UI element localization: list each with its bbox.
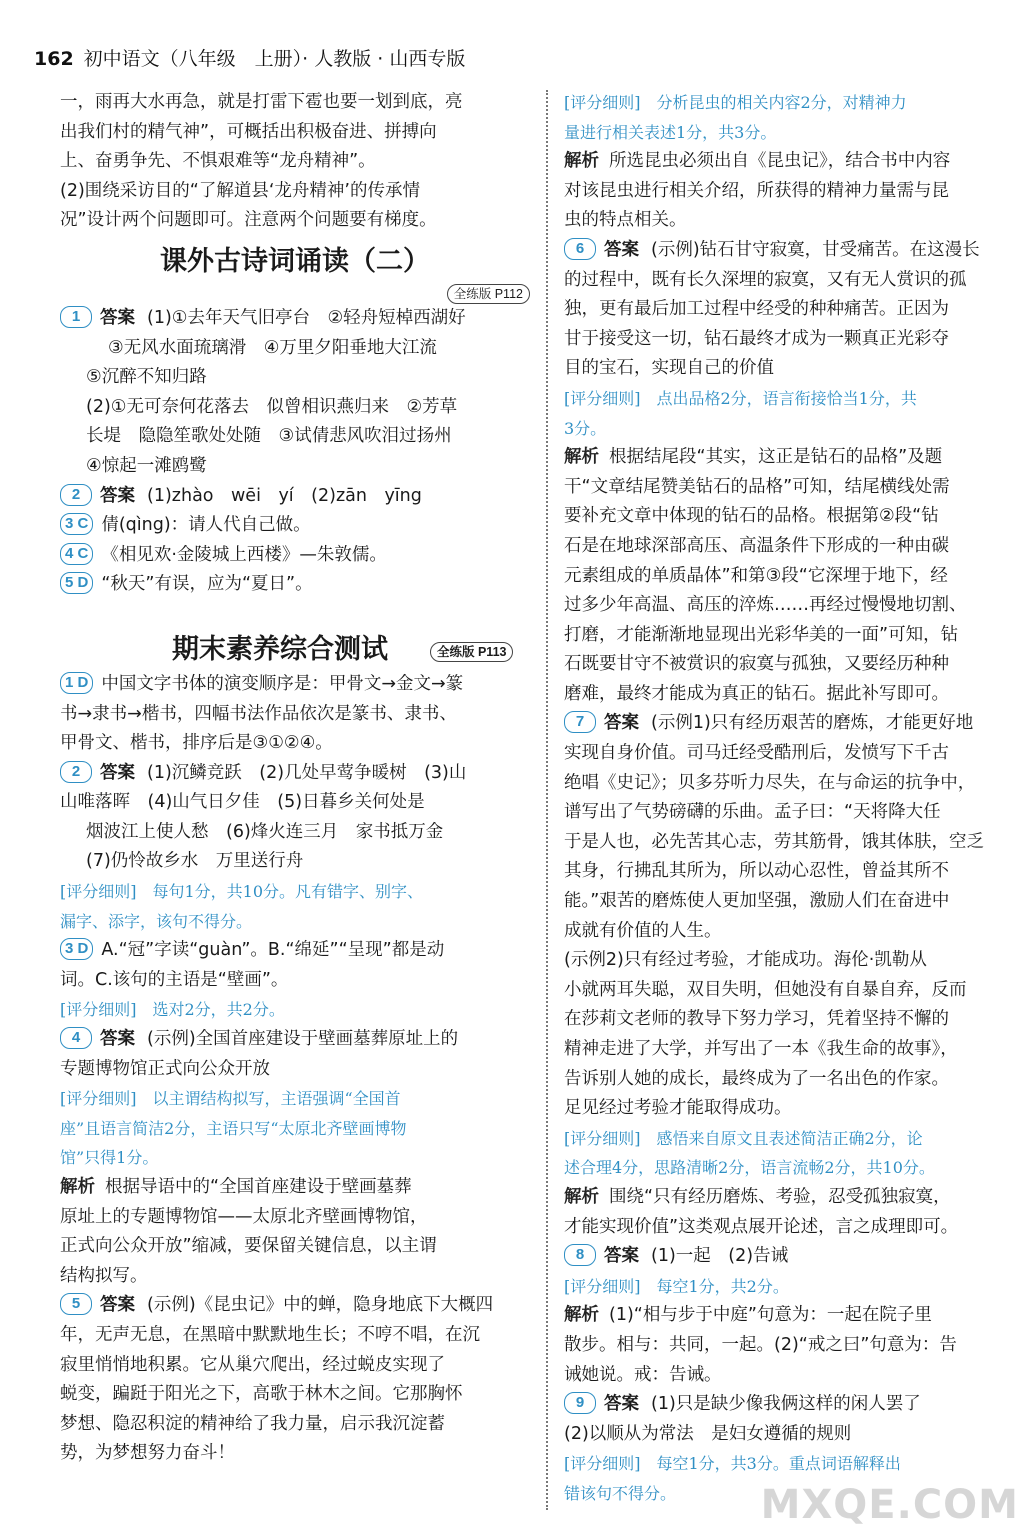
text-line: 蜕变，蹁跹于阳光之下，高歌于林木之间。它那胸怀 — [60, 1384, 463, 1405]
text-line: 甘于接受这一切，钻石最终才成为一颗真正光彩夺 — [564, 328, 949, 349]
scoring-rule: [评分细则] 分析昆虫的相关内容2分，对精神力 — [564, 93, 907, 112]
page-header — [34, 44, 465, 71]
question-number-badge: 8 — [564, 1244, 596, 1266]
question-number-badge: 7 — [564, 711, 596, 733]
analysis-item — [60, 1173, 530, 1203]
text-line: 散步。相与：共同，一起。(2)“戒之曰”句意为：告 — [564, 1334, 957, 1355]
answer-text: (1)zhào wēi yí (2)zān yīng — [147, 485, 422, 506]
text-line: 一，雨再大水再急，就是打雷下雹也要一划到底，亮 — [60, 92, 463, 112]
answer-label: 答案 — [100, 1029, 135, 1050]
section-title: 课外古诗词诵读（二） — [160, 245, 430, 277]
analysis-label: 解析 — [564, 1186, 599, 1207]
text-line: 甲骨文、楷书，排序后是③①②④。 — [60, 733, 333, 754]
text-line: 势，为梦想努力奋斗！ — [60, 1443, 235, 1464]
scoring-rule: 漏字、添字，该句不得分。 — [60, 911, 253, 931]
column-divider — [546, 90, 548, 1510]
question-number-badge: 5 — [60, 1293, 92, 1315]
text-line: 告诉别人她的成长，最终成为了一名出色的作家。 — [564, 1068, 949, 1089]
answer-item — [60, 541, 530, 571]
text-line: 谱写出了气势磅礴的乐曲。孟子曰：“天将降大任 — [564, 802, 941, 823]
text-line: 况”设计两个问题即可。注意两个问题要有梯度。 — [60, 210, 437, 231]
analysis-label: 解析 — [564, 447, 599, 468]
question-number-badge: 9 — [564, 1392, 596, 1414]
answer-item — [60, 759, 530, 789]
text-line: 诫她说。戒：告诫。 — [564, 1364, 722, 1385]
text-line: 寂里悄悄地积累。它从巢穴爬出，经过蜕皮实现了 — [60, 1354, 445, 1375]
analysis-text: 根据导语中的“全国首座建设于壁画墓葬 — [105, 1177, 412, 1197]
scoring-rule: [评分细则] 每空1分，共2分。 — [564, 1276, 789, 1296]
scoring-rule: [评分细则] 选对2分，共2分。 — [60, 1000, 285, 1020]
text-line: 目的宝石，实现自己的价值 — [564, 358, 774, 379]
answer-item — [60, 511, 530, 541]
text-line: 其身，行拂乱其所为，所以动心忍性，曾益其所不 — [564, 861, 949, 882]
text-line: 元素组成的单质晶体”和第③段“它深埋于地下，经 — [564, 565, 948, 586]
text-line: (7)仍怜故乡水 万里送行舟 — [86, 851, 304, 872]
text-line: 出我们村的精气神”，可概括出积极奋进、拼搏向 — [60, 121, 437, 142]
answer-label: 答案 — [100, 762, 135, 783]
text-line: 要补充文章中体现的钻石的品格。根据第②段“钻 — [564, 506, 939, 527]
answer-text: (示例)全国首座建设于壁画墓葬原址上的 — [147, 1029, 459, 1050]
page-number: 162 — [34, 48, 74, 70]
text-line: 专题博物馆正式向公众开放 — [60, 1058, 270, 1079]
left-column — [60, 88, 530, 1469]
answer-item — [564, 236, 1030, 266]
text-line: 磨难，最终才能成为真正的钻石。据此补写即可。 — [564, 683, 949, 704]
answer-text: A.“冠”字读“guàn”。B.“绵延”“呈现”都是动 — [101, 940, 445, 961]
answer-item — [60, 670, 530, 700]
scoring-rule: [评分细则] 感悟来自原文且表述简洁正确2分，论 — [564, 1128, 923, 1148]
text-line: 的过程中，既有长久深埋的寂寞，又有无人赏识的孤 — [564, 269, 967, 290]
analysis-item — [564, 147, 1030, 177]
question-number-badge: 5 D — [60, 572, 93, 594]
answer-text: (1)一起 (2)告诫 — [651, 1246, 789, 1267]
answer-text: (示例)《昆虫记》中的蝉，隐身地底下大概四 — [147, 1295, 494, 1316]
question-number-badge: 4 — [60, 1027, 92, 1049]
answer-item — [60, 570, 530, 600]
text-line: 对该昆虫进行相关介绍，所获得的精神力量需与昆 — [564, 180, 949, 201]
scoring-rule: 座”且语言简洁2分，主语只写“太原北齐壁画博物 — [60, 1118, 407, 1138]
right-column — [564, 88, 1030, 1509]
text-line: 独，更有最后加工过程中经受的种种痛苦。正因为 — [564, 299, 949, 320]
text-line: 精神走进了大学，并写出了一本《我生命的故事》， — [564, 1039, 958, 1059]
text-line: 词。C.该句的主语是“壁画”。 — [60, 969, 289, 990]
scoring-rule: [评分细则] 点出品格2分，语言衔接恰当1分，共 — [564, 388, 917, 408]
analysis-text: (1)“相与步于中庭”句意为：一起在院子里 — [609, 1305, 932, 1326]
analysis-label: 解析 — [60, 1177, 95, 1197]
text-line: (示例2)只有经过考验，才能成功。海伦·凯勒从 — [564, 950, 927, 971]
answer-label: 答案 — [604, 1246, 639, 1267]
answer-item — [564, 1242, 1030, 1272]
answer-text: (示例1)只有经历艰苦的磨炼，才能更好地 — [651, 713, 974, 734]
question-number-badge: 2 — [60, 484, 92, 506]
section-reference: 全练版 P112 — [447, 284, 530, 304]
analysis-item — [564, 1301, 1030, 1331]
text-line: 成就有价值的人生。 — [564, 920, 722, 941]
text-line: 打磨，才能渐渐地显现出光彩华美的一面”可知，钻 — [564, 624, 959, 645]
question-number-badge: 6 — [564, 238, 596, 260]
text-line: 正式向公众开放”缩减，要保留关键信息，以主谓 — [60, 1236, 437, 1257]
question-number-badge: 1 — [60, 306, 92, 328]
answer-text: (示例)钻石甘守寂寞，甘受痛苦。在这漫长 — [651, 239, 980, 260]
text-line: 上、奋勇争先、不惧艰难等“龙舟精神”。 — [60, 151, 376, 172]
question-number-badge: 3 C — [60, 513, 93, 535]
answer-text: 《相见欢·金陵城上西楼》—朱敦儒。 — [101, 544, 387, 565]
text-line: 梦想、隐忍积淀的精神给了我力量，启示我沉淀蓄 — [60, 1413, 445, 1434]
scoring-rule: 述合理4分，思路清晰2分，语言流畅2分，共10分。 — [564, 1158, 935, 1178]
answer-item — [564, 1390, 1030, 1420]
question-number-badge: 2 — [60, 761, 92, 783]
text-line: (2)①无可奈何花落去 似曾相识燕归来 ②芳草 — [86, 396, 458, 417]
text-line: 才能实现价值”这类观点展开论述，言之成理即可。 — [564, 1216, 959, 1237]
text-line: 书→隶书→楷书，四幅书法作品依次是篆书、隶书、 — [60, 703, 457, 724]
scoring-rule: 量进行相关表述1分，共3分。 — [564, 122, 777, 142]
answer-text: 倩(qìng)：请人代自己做。 — [101, 515, 311, 536]
answer-item — [60, 1291, 530, 1321]
text-line: ④惊起一滩鸥鹭 — [86, 455, 207, 476]
analysis-label: 解析 — [564, 151, 599, 172]
text-line: 石既要甘守不被赏识的寂寞与孤独，又要经历种种 — [564, 654, 949, 675]
answer-label: 答案 — [604, 1394, 639, 1415]
text-line: 石是在地球深部高压、高温条件下形成的一种由碳 — [564, 535, 949, 556]
text-line: 足见经过考验才能取得成功。 — [564, 1098, 792, 1119]
scoring-rule: [评分细则] 以主谓结构拟写，主语强调“全国首 — [60, 1089, 401, 1109]
answer-item — [60, 936, 530, 966]
text-line: 过多少年高温、高压的淬炼……再经过慢慢地切割、 — [564, 595, 967, 616]
answer-item — [60, 304, 530, 334]
analysis-text: 围绕“只有经历磨炼、考验，忍受孤独寂寞， — [609, 1186, 951, 1207]
section-title: 期末素养综合测试 — [172, 633, 388, 665]
answer-item — [60, 1025, 530, 1055]
answer-text: 中国文字书体的演变顺序是：甲骨文→金文→篆 — [101, 673, 464, 694]
analysis-item — [564, 1183, 1030, 1213]
text-line: 原址上的专题博物馆——太原北齐壁画博物馆， — [60, 1206, 428, 1227]
question-number-badge: 3 D — [60, 938, 93, 960]
scoring-rule: [评分细则] 每空1分，共3分。重点词语解释出 — [564, 1454, 901, 1474]
text-line: 烟波江上使人愁 (6)烽火连三月 家书抵万金 — [86, 821, 444, 842]
scoring-rule: 3分。 — [564, 418, 607, 438]
answer-item — [564, 709, 1030, 739]
text-line: 干“文章结尾赞美钻石的品格”可知，结尾横线处需 — [564, 476, 950, 497]
watermark: MXQE.COM — [760, 1482, 1019, 1528]
analysis-text: 所选昆虫必须出自《昆虫记》，结合书中内容 — [609, 151, 951, 172]
answer-item — [60, 482, 530, 512]
answer-text: (1)沉鳞竞跃 (2)几处早莺争暖树 (3)山 — [147, 762, 467, 783]
answer-label: 答案 — [604, 239, 639, 260]
answer-label: 答案 — [604, 713, 639, 734]
text-line: ③无风水面琉璃滑 ④万里夕阳垂地大江流 — [108, 337, 437, 358]
text-line: 实现自身价值。司马迁经受酷刑后，发愤写下千古 — [564, 743, 949, 764]
text-line: (2)以顺从为常法 是妇女遵循的规则 — [564, 1423, 852, 1444]
analysis-item — [564, 443, 1030, 473]
answer-label: 答案 — [100, 307, 135, 328]
scoring-rule: 馆”只得1分。 — [60, 1148, 159, 1168]
book-title: 初中语文（八年级 上册）· 人教版 · 山西专版 — [83, 48, 466, 70]
answer-label: 答案 — [100, 1295, 135, 1316]
analysis-text: 根据结尾段“其实，这正是钻石的品格”及题 — [609, 447, 943, 468]
scoring-rule: [评分细则] 每句1分，共10分。凡有错字、别字、 — [60, 882, 424, 902]
text-line: 能。”艰苦的磨炼使人更加坚强，激励人们在奋进中 — [564, 891, 950, 912]
answer-text: “秋天”有误，应为“夏日”。 — [101, 574, 313, 595]
text-line: ⑤沉醉不知归路 — [86, 367, 207, 388]
section-reference: 全练版 P113 — [430, 642, 513, 662]
analysis-label: 解析 — [564, 1305, 599, 1326]
question-number-badge: 1 D — [60, 672, 93, 694]
text-line: 年，无声无息，在黑暗中默默地生长；不哼不唱，在沉 — [60, 1324, 480, 1345]
text-line: 山唯落晖 (4)山气日夕佳 (5)日暮乡关何处是 — [60, 792, 425, 813]
text-line: 虫的特点相关。 — [564, 210, 687, 231]
text-line: 于是人也，必先苦其心志，劳其筋骨，饿其体肤，空乏 — [564, 831, 984, 852]
question-number-badge: 4 C — [60, 543, 93, 565]
scoring-rule: 错该句不得分。 — [564, 1483, 677, 1503]
text-line: 绝唱《史记》；贝多芬听力尽失，在与命运的抗争中， — [564, 772, 976, 793]
text-line: (2)围绕采访目的“了解道县‘龙舟精神’的传承情 — [60, 180, 420, 201]
answer-text: (1)①去年天气旧亭台 ②轻舟短棹西湖好 — [147, 307, 466, 328]
text-line: 在莎莉文老师的教导下努力学习，凭着坚持不懈的 — [564, 1009, 949, 1030]
text-line: 小就两耳失聪，双目失明，但她没有自暴自弃，反而 — [564, 979, 967, 1000]
text-line: 长堤 隐隐笙歌处处随 ③试倩悲风吹泪过扬州 — [86, 426, 452, 447]
answer-text: (1)只是缺少像我俩这样的闲人罢了 — [651, 1394, 921, 1415]
section-title-row — [60, 630, 530, 670]
answer-label: 答案 — [100, 485, 135, 506]
text-line: 结构拟写。 — [60, 1265, 148, 1286]
